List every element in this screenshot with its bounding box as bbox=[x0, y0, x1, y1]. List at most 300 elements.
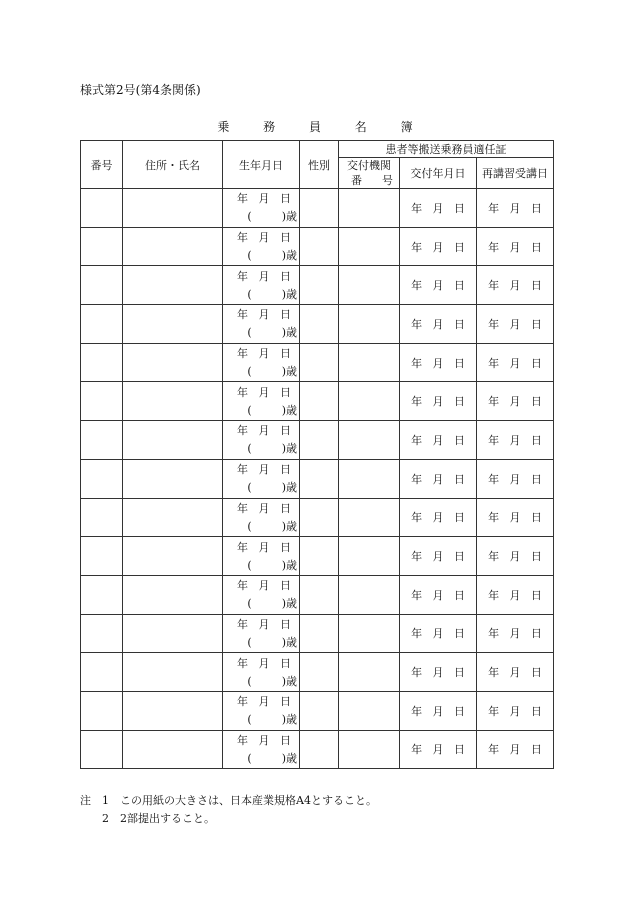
issue-date-parts bbox=[400, 277, 476, 293]
day-char: 日 bbox=[280, 617, 291, 631]
notes-label: 注 bbox=[80, 794, 91, 807]
day-char: 日 bbox=[530, 472, 542, 486]
day-char: 日 bbox=[530, 588, 542, 602]
cell-issue-date[interactable] bbox=[400, 691, 477, 730]
cell-sex[interactable] bbox=[300, 305, 339, 344]
cell-issue-date[interactable] bbox=[400, 421, 477, 460]
cell-retraining-date[interactable] bbox=[477, 266, 554, 305]
cell-sex[interactable] bbox=[300, 421, 339, 460]
month-char: 月 bbox=[432, 279, 444, 293]
retraining-date-parts bbox=[477, 664, 553, 680]
cell-address-name[interactable] bbox=[123, 266, 223, 305]
month-char: 月 bbox=[432, 317, 444, 331]
day-char: 日 bbox=[453, 511, 465, 525]
cell-sex[interactable] bbox=[300, 653, 339, 692]
year-char: 年 bbox=[411, 317, 423, 331]
day-char: 日 bbox=[530, 511, 542, 525]
cell-number[interactable] bbox=[81, 498, 123, 537]
cell-issuing-agency[interactable] bbox=[339, 227, 400, 266]
month-char: 月 bbox=[258, 540, 270, 554]
day-char: 日 bbox=[453, 666, 465, 680]
cell-issue-date[interactable] bbox=[400, 614, 477, 653]
cell-issuing-agency[interactable] bbox=[339, 537, 400, 576]
day-char: 日 bbox=[280, 501, 291, 515]
year-char: 年 bbox=[411, 433, 423, 447]
day-char: 日 bbox=[453, 240, 465, 254]
day-char: 日 bbox=[453, 395, 465, 409]
cell-retraining-date[interactable] bbox=[477, 691, 554, 730]
header-birth-date: 生年月日 bbox=[223, 141, 300, 189]
cell-birth-date[interactable] bbox=[223, 730, 300, 769]
table-row bbox=[81, 691, 554, 730]
cell-sex[interactable] bbox=[300, 382, 339, 421]
cell-issue-date[interactable] bbox=[400, 730, 477, 769]
table-row bbox=[81, 421, 554, 460]
year-char: 年 bbox=[488, 356, 500, 370]
year-char: 年 bbox=[488, 201, 500, 215]
table-row bbox=[81, 498, 554, 537]
issue-date-parts bbox=[400, 587, 476, 603]
month-char: 月 bbox=[432, 704, 444, 718]
table-row bbox=[81, 653, 554, 692]
cell-number[interactable] bbox=[81, 575, 123, 614]
month-char: 月 bbox=[258, 463, 270, 477]
cell-address-name[interactable] bbox=[123, 730, 223, 769]
day-char: 日 bbox=[530, 356, 542, 370]
year-char: 年 bbox=[237, 385, 248, 399]
month-char: 月 bbox=[258, 579, 270, 593]
cell-address-name[interactable] bbox=[123, 459, 223, 498]
cell-birth-date[interactable] bbox=[223, 382, 300, 421]
retraining-date-parts bbox=[477, 703, 553, 719]
day-char: 日 bbox=[530, 240, 542, 254]
cell-birth-date[interactable] bbox=[223, 305, 300, 344]
table-row bbox=[81, 537, 554, 576]
cell-sex[interactable] bbox=[300, 614, 339, 653]
day-char: 日 bbox=[280, 463, 291, 477]
cell-number[interactable] bbox=[81, 691, 123, 730]
year-char: 年 bbox=[411, 704, 423, 718]
header-number: 番号 bbox=[81, 141, 123, 189]
cell-retraining-date[interactable] bbox=[477, 382, 554, 421]
issue-date-parts bbox=[400, 355, 476, 371]
note-number: 1 bbox=[102, 794, 109, 807]
month-char: 月 bbox=[258, 733, 270, 747]
year-char: 年 bbox=[411, 666, 423, 680]
day-char: 日 bbox=[280, 308, 291, 322]
issue-date-parts bbox=[400, 200, 476, 216]
crew-roster-table bbox=[80, 140, 554, 769]
day-char: 日 bbox=[530, 704, 542, 718]
day-char: 日 bbox=[453, 433, 465, 447]
year-char: 年 bbox=[237, 656, 248, 670]
issue-date-parts bbox=[400, 471, 476, 487]
cell-address-name[interactable] bbox=[123, 614, 223, 653]
cell-issue-date[interactable] bbox=[400, 459, 477, 498]
age-close: )歳 bbox=[281, 403, 297, 417]
age-close: )歳 bbox=[281, 635, 297, 649]
year-char: 年 bbox=[488, 588, 500, 602]
cell-number[interactable] bbox=[81, 730, 123, 769]
day-char: 日 bbox=[280, 733, 291, 747]
cell-sex[interactable] bbox=[300, 266, 339, 305]
day-char: 日 bbox=[453, 356, 465, 370]
page-title: 乗 務 員 名 簿 bbox=[217, 120, 428, 134]
retraining-date-parts bbox=[477, 277, 553, 293]
table-row bbox=[81, 730, 554, 769]
cell-sex[interactable] bbox=[300, 537, 339, 576]
year-char: 年 bbox=[411, 627, 423, 641]
cell-retraining-date[interactable] bbox=[477, 730, 554, 769]
cell-address-name[interactable] bbox=[123, 227, 223, 266]
issue-date-parts bbox=[400, 393, 476, 409]
cell-sex[interactable] bbox=[300, 343, 339, 382]
header-certificate: 患者等搬送乗務員適任証 bbox=[339, 141, 554, 158]
day-char: 日 bbox=[530, 743, 542, 757]
age-open: ( bbox=[247, 442, 252, 456]
table-row bbox=[81, 343, 554, 382]
cell-sex[interactable] bbox=[300, 189, 339, 228]
age-open: ( bbox=[247, 326, 252, 340]
day-char: 日 bbox=[453, 550, 465, 564]
month-char: 月 bbox=[509, 743, 521, 757]
year-char: 年 bbox=[488, 627, 500, 641]
cell-issue-date[interactable] bbox=[400, 189, 477, 228]
retraining-date-parts bbox=[477, 432, 553, 448]
day-char: 日 bbox=[453, 704, 465, 718]
year-char: 年 bbox=[411, 550, 423, 564]
month-char: 月 bbox=[432, 433, 444, 447]
month-char: 月 bbox=[432, 356, 444, 370]
note-number: 2 bbox=[102, 812, 109, 825]
day-char: 日 bbox=[530, 279, 542, 293]
cell-address-name[interactable] bbox=[123, 691, 223, 730]
cell-issue-date[interactable] bbox=[400, 305, 477, 344]
age-open: ( bbox=[247, 674, 252, 688]
month-char: 月 bbox=[509, 433, 521, 447]
year-char: 年 bbox=[411, 472, 423, 486]
day-char: 日 bbox=[530, 627, 542, 641]
cell-sex[interactable] bbox=[300, 498, 339, 537]
month-char: 月 bbox=[509, 550, 521, 564]
age-open: ( bbox=[247, 287, 252, 301]
month-char: 月 bbox=[509, 588, 521, 602]
retraining-date-parts bbox=[477, 393, 553, 409]
retraining-date-parts bbox=[477, 625, 553, 641]
cell-issuing-agency[interactable] bbox=[339, 691, 400, 730]
cell-birth-date[interactable] bbox=[223, 189, 300, 228]
year-char: 年 bbox=[488, 550, 500, 564]
age-close: )歳 bbox=[281, 249, 297, 263]
cell-retraining-date[interactable] bbox=[477, 498, 554, 537]
cell-number[interactable] bbox=[81, 614, 123, 653]
cell-number[interactable] bbox=[81, 343, 123, 382]
age-open: ( bbox=[247, 519, 252, 533]
cell-retraining-date[interactable] bbox=[477, 537, 554, 576]
cell-number[interactable] bbox=[81, 537, 123, 576]
month-char: 月 bbox=[509, 472, 521, 486]
age-close: )歳 bbox=[281, 674, 297, 688]
age-close: )歳 bbox=[281, 558, 297, 572]
day-char: 日 bbox=[530, 550, 542, 564]
issue-date-parts bbox=[400, 625, 476, 641]
cell-issue-date[interactable] bbox=[400, 227, 477, 266]
year-char: 年 bbox=[411, 743, 423, 757]
cell-retraining-date[interactable] bbox=[477, 459, 554, 498]
retraining-date-parts bbox=[477, 200, 553, 216]
year-char: 年 bbox=[237, 347, 248, 361]
cell-number[interactable] bbox=[81, 421, 123, 460]
age-close: )歳 bbox=[281, 365, 297, 379]
day-char: 日 bbox=[530, 666, 542, 680]
cell-number[interactable] bbox=[81, 189, 123, 228]
month-char: 月 bbox=[432, 627, 444, 641]
cell-birth-date[interactable] bbox=[223, 421, 300, 460]
retraining-date-parts bbox=[477, 355, 553, 371]
year-char: 年 bbox=[237, 231, 248, 245]
year-char: 年 bbox=[488, 240, 500, 254]
day-char: 日 bbox=[280, 192, 291, 206]
day-char: 日 bbox=[530, 433, 542, 447]
cell-birth-date[interactable] bbox=[223, 614, 300, 653]
cell-number[interactable] bbox=[81, 653, 123, 692]
cell-retraining-date[interactable] bbox=[477, 343, 554, 382]
day-char: 日 bbox=[280, 540, 291, 554]
age-open: ( bbox=[247, 210, 252, 224]
age-open: ( bbox=[247, 403, 252, 417]
year-char: 年 bbox=[237, 579, 248, 593]
year-char: 年 bbox=[237, 424, 248, 438]
table-row bbox=[81, 614, 554, 653]
age-close: )歳 bbox=[281, 751, 297, 765]
retraining-date-parts bbox=[477, 316, 553, 332]
year-char: 年 bbox=[237, 192, 248, 206]
cell-birth-date[interactable] bbox=[223, 266, 300, 305]
cell-issue-date[interactable] bbox=[400, 498, 477, 537]
header-issue-date: 交付年月日 bbox=[400, 158, 477, 189]
year-char: 年 bbox=[488, 433, 500, 447]
roster-body bbox=[81, 189, 554, 769]
cell-retraining-date[interactable] bbox=[477, 614, 554, 653]
table-row bbox=[81, 227, 554, 266]
age-close: )歳 bbox=[281, 442, 297, 456]
month-char: 月 bbox=[509, 395, 521, 409]
cell-address-name[interactable] bbox=[123, 343, 223, 382]
cell-birth-date[interactable] bbox=[223, 537, 300, 576]
cell-address-name[interactable] bbox=[123, 575, 223, 614]
month-char: 月 bbox=[258, 231, 270, 245]
month-char: 月 bbox=[509, 511, 521, 525]
month-char: 月 bbox=[258, 308, 270, 322]
year-char: 年 bbox=[237, 617, 248, 631]
issue-date-parts bbox=[400, 239, 476, 255]
cell-retraining-date[interactable] bbox=[477, 421, 554, 460]
year-char: 年 bbox=[237, 540, 248, 554]
month-char: 月 bbox=[432, 472, 444, 486]
cell-issuing-agency[interactable] bbox=[339, 382, 400, 421]
cell-retraining-date[interactable] bbox=[477, 575, 554, 614]
cell-retraining-date[interactable] bbox=[477, 189, 554, 228]
age-close: )歳 bbox=[281, 326, 297, 340]
day-char: 日 bbox=[530, 201, 542, 215]
cell-issuing-agency[interactable] bbox=[339, 653, 400, 692]
form-number: 様式第2号(第4条関係) bbox=[80, 83, 201, 97]
day-char: 日 bbox=[530, 395, 542, 409]
table-row bbox=[81, 459, 554, 498]
month-char: 月 bbox=[432, 201, 444, 215]
cell-issuing-agency[interactable] bbox=[339, 575, 400, 614]
cell-sex[interactable] bbox=[300, 691, 339, 730]
day-char: 日 bbox=[280, 424, 291, 438]
month-char: 月 bbox=[432, 395, 444, 409]
month-char: 月 bbox=[432, 511, 444, 525]
month-char: 月 bbox=[432, 550, 444, 564]
table-row bbox=[81, 575, 554, 614]
cell-issuing-agency[interactable] bbox=[339, 305, 400, 344]
month-char: 月 bbox=[509, 627, 521, 641]
cell-number[interactable] bbox=[81, 459, 123, 498]
month-char: 月 bbox=[258, 385, 270, 399]
month-char: 月 bbox=[432, 588, 444, 602]
year-char: 年 bbox=[411, 279, 423, 293]
year-char: 年 bbox=[488, 279, 500, 293]
cell-issuing-agency[interactable] bbox=[339, 421, 400, 460]
year-char: 年 bbox=[411, 511, 423, 525]
month-char: 月 bbox=[509, 201, 521, 215]
cell-address-name[interactable] bbox=[123, 498, 223, 537]
age-open: ( bbox=[247, 365, 252, 379]
year-char: 年 bbox=[488, 395, 500, 409]
cell-address-name[interactable] bbox=[123, 189, 223, 228]
year-char: 年 bbox=[411, 240, 423, 254]
month-char: 月 bbox=[258, 192, 270, 206]
cell-number[interactable] bbox=[81, 227, 123, 266]
year-char: 年 bbox=[237, 501, 248, 515]
day-char: 日 bbox=[453, 588, 465, 602]
cell-number[interactable] bbox=[81, 266, 123, 305]
cell-issuing-agency[interactable] bbox=[339, 343, 400, 382]
year-char: 年 bbox=[411, 588, 423, 602]
year-char: 年 bbox=[488, 317, 500, 331]
day-char: 日 bbox=[280, 385, 291, 399]
issue-date-parts bbox=[400, 741, 476, 757]
day-char: 日 bbox=[280, 231, 291, 245]
cell-sex[interactable] bbox=[300, 730, 339, 769]
cell-issuing-agency[interactable] bbox=[339, 459, 400, 498]
header-issuing-agency-go: 号 bbox=[382, 174, 393, 187]
issue-date-parts bbox=[400, 703, 476, 719]
cell-address-name[interactable] bbox=[123, 382, 223, 421]
cell-issue-date[interactable] bbox=[400, 382, 477, 421]
table-row bbox=[81, 382, 554, 421]
cell-sex[interactable] bbox=[300, 575, 339, 614]
year-char: 年 bbox=[237, 733, 248, 747]
age-close: )歳 bbox=[281, 210, 297, 224]
day-char: 日 bbox=[453, 317, 465, 331]
year-char: 年 bbox=[488, 666, 500, 680]
table-row bbox=[81, 305, 554, 344]
cell-issue-date[interactable] bbox=[400, 653, 477, 692]
issue-date-parts bbox=[400, 432, 476, 448]
cell-issue-date[interactable] bbox=[400, 575, 477, 614]
cell-birth-date[interactable] bbox=[223, 343, 300, 382]
day-char: 日 bbox=[280, 695, 291, 709]
month-char: 月 bbox=[258, 695, 270, 709]
issue-date-parts bbox=[400, 548, 476, 564]
day-char: 日 bbox=[280, 269, 291, 283]
cell-birth-date[interactable] bbox=[223, 498, 300, 537]
cell-retraining-date[interactable] bbox=[477, 305, 554, 344]
cell-number[interactable] bbox=[81, 382, 123, 421]
month-char: 月 bbox=[509, 317, 521, 331]
age-close: )歳 bbox=[281, 519, 297, 533]
year-char: 年 bbox=[411, 201, 423, 215]
age-close: )歳 bbox=[281, 713, 297, 727]
cell-issuing-agency[interactable] bbox=[339, 189, 400, 228]
cell-birth-date[interactable] bbox=[223, 227, 300, 266]
age-close: )歳 bbox=[281, 481, 297, 495]
retraining-date-parts bbox=[477, 741, 553, 757]
day-char: 日 bbox=[453, 279, 465, 293]
year-char: 年 bbox=[488, 743, 500, 757]
age-open: ( bbox=[247, 597, 252, 611]
cell-sex[interactable] bbox=[300, 227, 339, 266]
cell-issue-date[interactable] bbox=[400, 343, 477, 382]
cell-birth-date[interactable] bbox=[223, 691, 300, 730]
month-char: 月 bbox=[258, 617, 270, 631]
cell-address-name[interactable] bbox=[123, 537, 223, 576]
retraining-date-parts bbox=[477, 509, 553, 525]
cell-address-name[interactable] bbox=[123, 305, 223, 344]
day-char: 日 bbox=[280, 347, 291, 361]
header-sex: 性別 bbox=[300, 141, 339, 189]
year-char: 年 bbox=[488, 472, 500, 486]
cell-issue-date[interactable] bbox=[400, 537, 477, 576]
age-close: )歳 bbox=[281, 287, 297, 301]
note-text: 2部提出すること。 bbox=[120, 812, 215, 825]
cell-issuing-agency[interactable] bbox=[339, 498, 400, 537]
year-char: 年 bbox=[488, 704, 500, 718]
month-char: 月 bbox=[258, 347, 270, 361]
header-issuing-agency-line1: 交付機関 bbox=[347, 159, 391, 172]
year-char: 年 bbox=[411, 356, 423, 370]
cell-retraining-date[interactable] bbox=[477, 227, 554, 266]
cell-birth-date[interactable] bbox=[223, 459, 300, 498]
cell-issuing-agency[interactable] bbox=[339, 730, 400, 769]
cell-issuing-agency[interactable] bbox=[339, 266, 400, 305]
cell-sex[interactable] bbox=[300, 459, 339, 498]
table-row bbox=[81, 266, 554, 305]
cell-address-name[interactable] bbox=[123, 421, 223, 460]
month-char: 月 bbox=[258, 424, 270, 438]
note-text: この用紙の大きさは、日本産業規格A4とすること。 bbox=[120, 794, 377, 807]
month-char: 月 bbox=[258, 656, 270, 670]
day-char: 日 bbox=[280, 579, 291, 593]
cell-number[interactable] bbox=[81, 305, 123, 344]
age-open: ( bbox=[247, 481, 252, 495]
cell-retraining-date[interactable] bbox=[477, 653, 554, 692]
month-char: 月 bbox=[258, 501, 270, 515]
retraining-date-parts bbox=[477, 239, 553, 255]
cell-address-name[interactable] bbox=[123, 653, 223, 692]
retraining-date-parts bbox=[477, 548, 553, 564]
cell-issuing-agency[interactable] bbox=[339, 614, 400, 653]
month-char: 月 bbox=[432, 240, 444, 254]
issue-date-parts bbox=[400, 664, 476, 680]
cell-birth-date[interactable] bbox=[223, 653, 300, 692]
cell-birth-date[interactable] bbox=[223, 575, 300, 614]
cell-issue-date[interactable] bbox=[400, 266, 477, 305]
